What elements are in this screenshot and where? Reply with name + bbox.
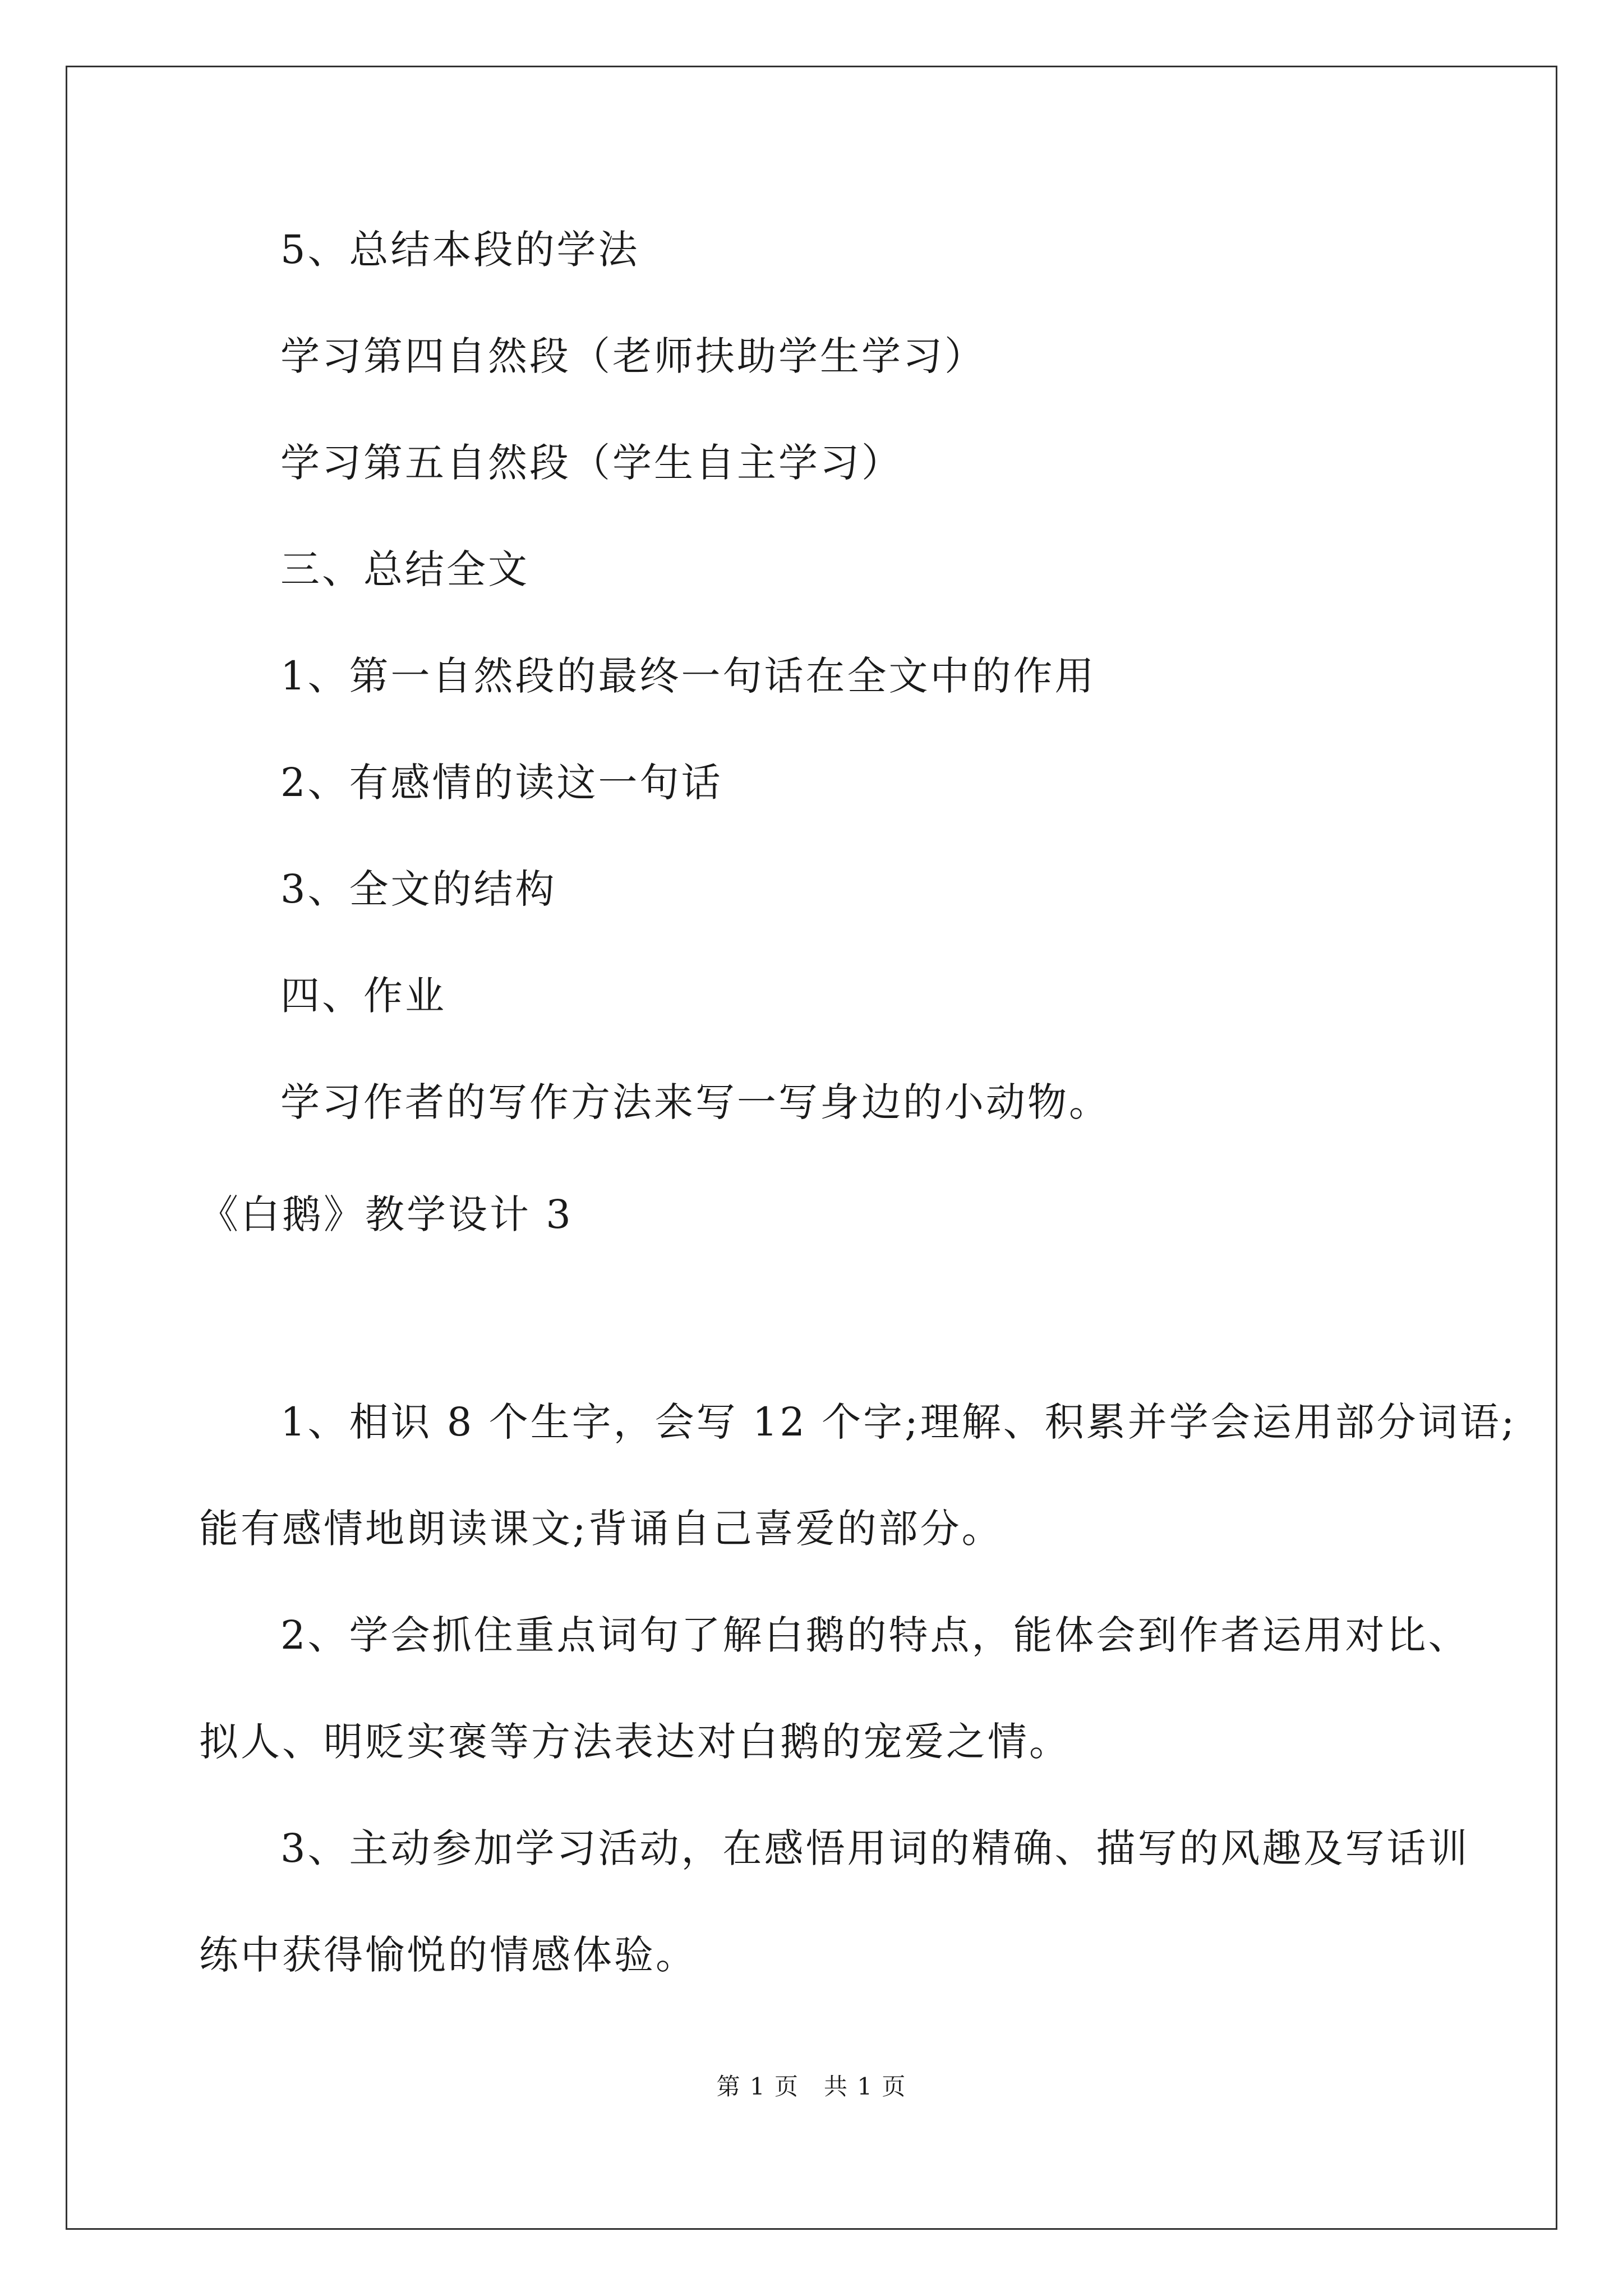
objective-2-line-2: 拟人、明贬实褒等方法表达对白鹅的宠爱之情。 bbox=[199, 1719, 1071, 1765]
text-line-paragraph-five: 学习第五自然段（学生自主学习） bbox=[280, 440, 903, 486]
text-line-summary-heading: 三、总结全文 bbox=[280, 546, 529, 592]
text-line-point-two: 2、有感情的读这一句话 bbox=[280, 760, 723, 806]
text-line-point-one: 1、第一自然段的最终一句话在全文中的作用 bbox=[280, 653, 1096, 699]
objective-3-line-2: 练中获得愉悦的情感体验。 bbox=[199, 1932, 697, 1978]
text-line-paragraph-four: 学习第四自然段（老师扶助学生学习） bbox=[280, 333, 986, 379]
objective-1-line-1: 1、相识 8 个生字，会写 12 个字;理解、积累并学会运用部分词语; bbox=[280, 1399, 1517, 1445]
objective-3-line-1: 3、主动参加学习活动，在感悟用词的精确、描写的风趣及写话训 bbox=[280, 1825, 1470, 1871]
page-number-footer: 第 1 页 共 1 页 bbox=[716, 2073, 907, 2100]
objective-2-line-1: 2、学会抓住重点词句了解白鹅的特点，能体会到作者运用对比、 bbox=[280, 1612, 1470, 1658]
text-line-summary-method: 5、总结本段的学法 bbox=[280, 227, 640, 273]
text-line-homework-heading: 四、作业 bbox=[280, 973, 446, 1019]
objective-1-line-2: 能有感情地朗读课文;背诵自己喜爱的部分。 bbox=[199, 1506, 1003, 1552]
text-line-point-three: 3、全文的结构 bbox=[280, 866, 557, 912]
text-line-homework: 学习作者的写作方法来写一写身边的小动物。 bbox=[280, 1079, 1110, 1125]
section-title: 《白鹅》教学设计 3 bbox=[199, 1191, 573, 1237]
page-border bbox=[66, 66, 1557, 2230]
